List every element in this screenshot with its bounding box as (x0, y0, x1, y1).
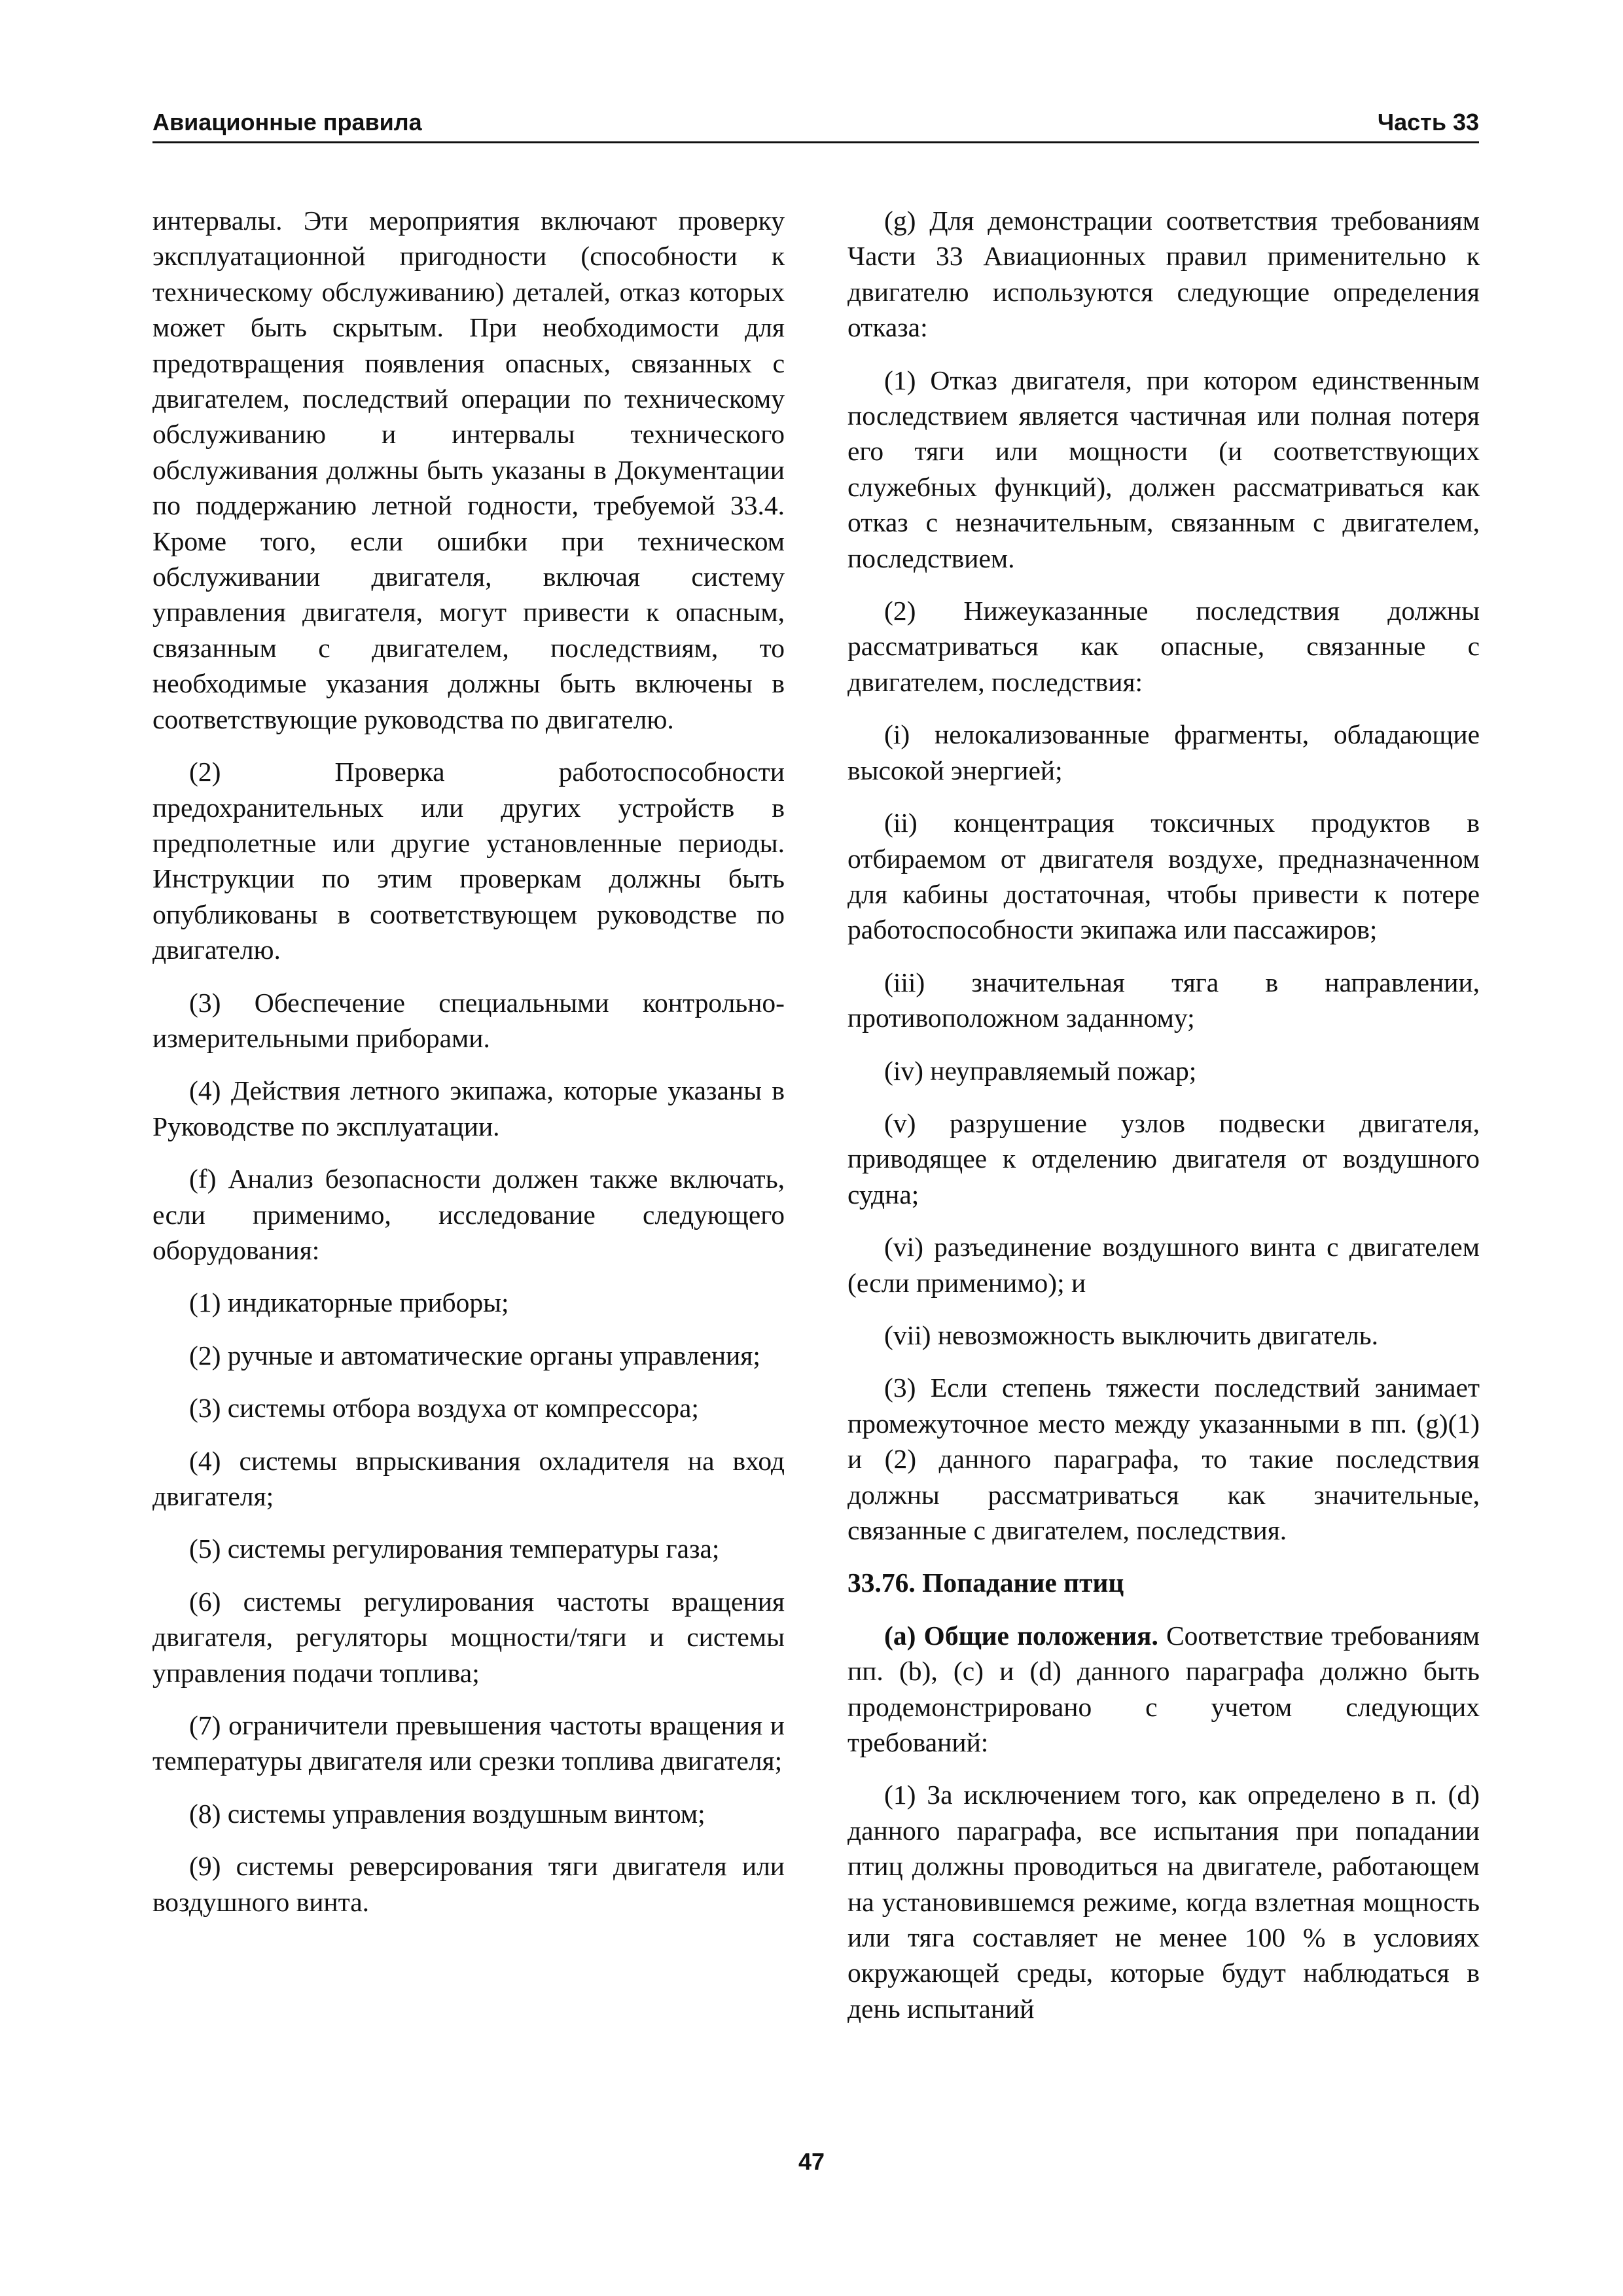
paragraph: (3) Если степень тяжести последствий занимает промежуточное место между указанными в пп. (g)(1) и (2) данного параграфа, то такие последствия должны рассматриваться как значительные, связанные с двигателем, последствия. (847, 1372, 1480, 1545)
running-header (152, 105, 1479, 143)
list-item: (9) системы реверсирования тяги двигателя или воздушного винта. (152, 1851, 785, 1917)
list-item: (i) нелокализованные фрагменты, обладающие высокой энергией; (847, 719, 1480, 785)
list-item: (iii) значительная тяга в направлении, противоположном заданному; (847, 967, 1480, 1033)
paragraph: (1) Отказ двигателя, при котором единственным последствием является частичная или полная потеря его тяги или мощности (и соответствующих служебных функций), должен рассматриваться как отказ с незначительным, связанным с двигателем, последствием. (847, 365, 1480, 573)
paragraph: (g) Для демонстрации соответствия требованиям Части 33 Авиационных правил применительно к двигателю используются следующие определения отказа: (847, 206, 1480, 343)
list-item: (v) разрушение узлов подвески двигателя, приводящее к отделению двигателя от воздушного судна; (847, 1107, 1480, 1210)
header-part: Часть 33 (1377, 109, 1479, 135)
list-item: (7) ограничители превышения частоты вращения и температуры двигателя или срезки топлива двигателя; (152, 1710, 785, 1776)
list-item: (2) ручные и автоматические органы управления; (189, 1340, 760, 1371)
paragraph: (2) Нижеуказанные последствия должны рассматриваться как опасные, связанные с двигателем, последствия: (847, 596, 1480, 697)
header-title: Авиационные правила (152, 109, 422, 135)
list-item: (vii) невозможность выключить двигатель. (884, 1319, 1378, 1350)
paragraph: (3) Обеспечение специальными контрольно-измерительными приборами. (152, 987, 785, 1053)
list-item: (ii) концентрация токсичных продуктов в отбираемом от двигателя воздухе, предназначенном для кабины достаточная, чтобы привести к потере работоспособности экипажа или пассажиров; (847, 808, 1480, 945)
paragraph-lead: (a) Общие положения. (884, 1620, 1158, 1651)
list-item: (vi) разъединение воздушного винта с двигателем (если применимо); и (847, 1232, 1480, 1298)
list-item: (1) индикаторные приборы; (189, 1287, 509, 1318)
list-item: (5) системы регулирования температуры газа; (189, 1534, 720, 1564)
list-item: (3) системы отбора воздуха от компрессора; (189, 1393, 699, 1424)
list-item: (iv) неуправляемый пожар; (884, 1055, 1197, 1086)
list-item: (6) системы регулирования частоты вращения двигателя, регуляторы мощности/тяги и системы управления подачи топлива; (152, 1586, 785, 1688)
right-column (847, 203, 1480, 2043)
paragraph-text: Соответствие требованиям пп. (b), (c) и (d) данного параграфа должно быть продемонстрировано с учетом следующих требований: (847, 1620, 1480, 1758)
paragraph: (1) За исключением того, как определено в п. (d) данного параграфа, все испытания при попадании птиц должны проводиться на двигателе, работающем на установившемся режиме, когда взлетная мощность или тяга составляет не менее 100 % в условиях окружающей среды, которые будут наблюдаться в день испытаний (847, 1780, 1480, 2024)
page-number: 47 (798, 2148, 825, 2175)
paragraph (847, 1618, 1480, 1761)
list-item: (8) системы управления воздушным винтом; (189, 1798, 705, 1829)
paragraph: (2) Проверка работоспособности предохранительных или других устройств в предполетные или другие установленные периоды. Инструкции по этим проверкам должны быть опубликованы в соответствующем руководстве по двигателю. (152, 757, 785, 965)
paragraph: (4) Действия летного экипажа, которые указаны в Руководстве по эксплуатации. (152, 1075, 785, 1141)
left-column (152, 203, 785, 1937)
paragraph: (f) Анализ безопасности должен также включать, если применимо, исследование следующего оборудования: (152, 1164, 785, 1265)
section-heading: 33.76. Попадание птиц (847, 1568, 1124, 1598)
list-item: (4) системы впрыскивания охладителя на вход двигателя; (152, 1445, 785, 1511)
paragraph: интервалы. Эти мероприятия включают проверку эксплуатационной пригодности (способности к техническому обслуживанию) деталей, отказ которых может быть скрытым. При необходимости для предотвращения появления опасных, связанных с двигателем, последствий операции по техническому обслуживанию и интервалы технического обслуживания должны быть указаны в Документации по поддержанию летной годности, требуемой 33.4. Кроме того, если ошибки при техническом обслуживании двигателя, включая систему управления двигателя, могут привести к опасным, связанным с двигателем, последствиям, то необходимые указания должны быть включены в соответствующие руководства по двигателю. (152, 206, 785, 734)
